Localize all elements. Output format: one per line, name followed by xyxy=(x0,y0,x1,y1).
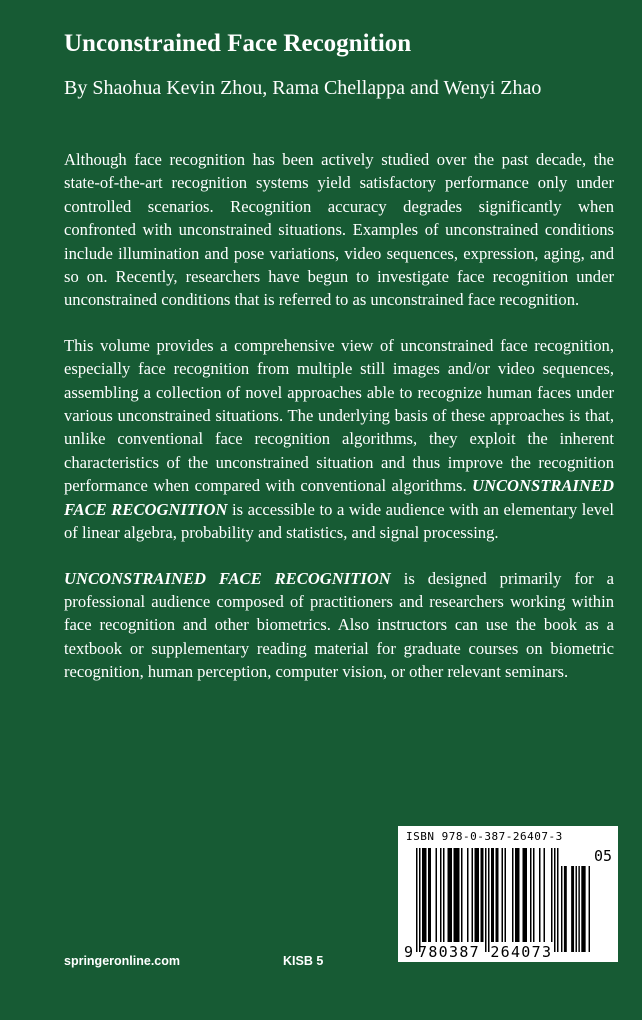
barcode-bar xyxy=(505,848,507,942)
barcode-bar xyxy=(554,848,556,952)
publisher-url: springeronline.com xyxy=(64,954,180,968)
barcode-bar xyxy=(485,848,487,952)
barcode-bar xyxy=(481,848,484,942)
barcode-bar xyxy=(428,848,431,942)
addon-bar xyxy=(564,866,567,952)
barcode-bar xyxy=(557,848,559,952)
barcode-bar xyxy=(515,848,520,942)
barcode-bar xyxy=(467,848,469,942)
barcode-bar xyxy=(472,848,474,942)
paragraph-3 xyxy=(64,567,614,684)
barcode-bar xyxy=(419,848,421,952)
barcode-bar xyxy=(440,848,442,942)
barcode-bar xyxy=(544,848,546,942)
addon-bar xyxy=(578,866,579,952)
barcode-bar xyxy=(530,848,532,942)
series-code: KISB 5 xyxy=(283,954,324,968)
addon-bar xyxy=(576,866,577,952)
barcode-bar xyxy=(502,848,504,942)
paragraph-2 xyxy=(64,334,614,545)
barcode-bar xyxy=(523,848,528,942)
paragraph-2-text-end: is accessible to a wide audience with an elementary level of linear algebra, probability and statistics, and signal processing. xyxy=(64,499,614,543)
isbn-label: ISBN 978-0-387-26407-3 xyxy=(406,830,563,843)
addon-bar xyxy=(571,866,574,952)
addon-bar xyxy=(589,866,590,952)
barcode-bar xyxy=(416,848,418,952)
ean-digits: 780387 264073 xyxy=(418,943,553,961)
paragraph-2-emphasis: UNCONSTRAINED FACE RECOGNITION xyxy=(64,476,614,519)
barcode-bar xyxy=(539,848,541,942)
ean-first-digit: 9 xyxy=(404,943,414,961)
addon-digits: 05 xyxy=(593,847,612,865)
paragraph-1: Although face recognition has been actively studied over the past decade, the state-of-the-art recognition systems yield satisfactory performance only under controlled scenarios. Recognition accuracy degrades significantly when confronted with unconstrained situations. Examples of unconstrained conditions include illumination and pose variations, video sequences, expression, aging, and so on. Recently, researchers have begun to investigate face recognition under unconstrained conditions that is referred to as unconstrained face recognition. xyxy=(64,150,614,310)
barcode-bar xyxy=(512,848,514,942)
isbn-barcode xyxy=(398,826,618,962)
barcode-bar xyxy=(461,848,463,942)
barcode-bar xyxy=(475,848,480,942)
barcode-bar xyxy=(443,848,445,942)
barcode-bar xyxy=(488,848,490,952)
barcode-bar xyxy=(491,848,494,942)
barcode-bar xyxy=(454,848,460,942)
book-title: Unconstrained Face Recognition xyxy=(64,30,412,57)
barcode-graphic xyxy=(398,826,618,962)
barcode-bar xyxy=(533,848,535,942)
paragraph-3-text: is designed primarily for a professional audience composed of practitioners and researchers working within face recognition and other biometrics. Also instructors can use the book as a textbook or supplementary reading material for graduate courses on biometric recognition, human perception, computer vision, or other relevant seminars. xyxy=(64,568,614,682)
addon-bar xyxy=(581,866,585,952)
paragraph-2-text: This volume provides a comprehensive view of unconstrained face recognition, especially face recognition from multiple still images and/or video sequences, assembling a collection of novel approaches able to recognize human faces under various unconstrained situations. The underlying basis of these approaches is that, unlike conventional face recognition algorithms, they exploit the inherent characteristics of the unconstrained situation and thus improve the recognition performance when compared with conventional algorithms. xyxy=(64,335,614,496)
book-authors: By Shaohua Kevin Zhou, Rama Chellappa and Wenyi Zhao xyxy=(64,77,542,99)
addon-bar xyxy=(561,866,562,952)
barcode-bar xyxy=(436,848,438,942)
barcode-bar xyxy=(551,848,553,942)
paragraph-3-emphasis: UNCONSTRAINED FACE RECOGNITION xyxy=(64,568,391,588)
barcode-bar xyxy=(448,848,453,942)
description xyxy=(64,148,614,706)
barcode-bar xyxy=(422,848,427,942)
barcode-bar xyxy=(496,848,499,942)
